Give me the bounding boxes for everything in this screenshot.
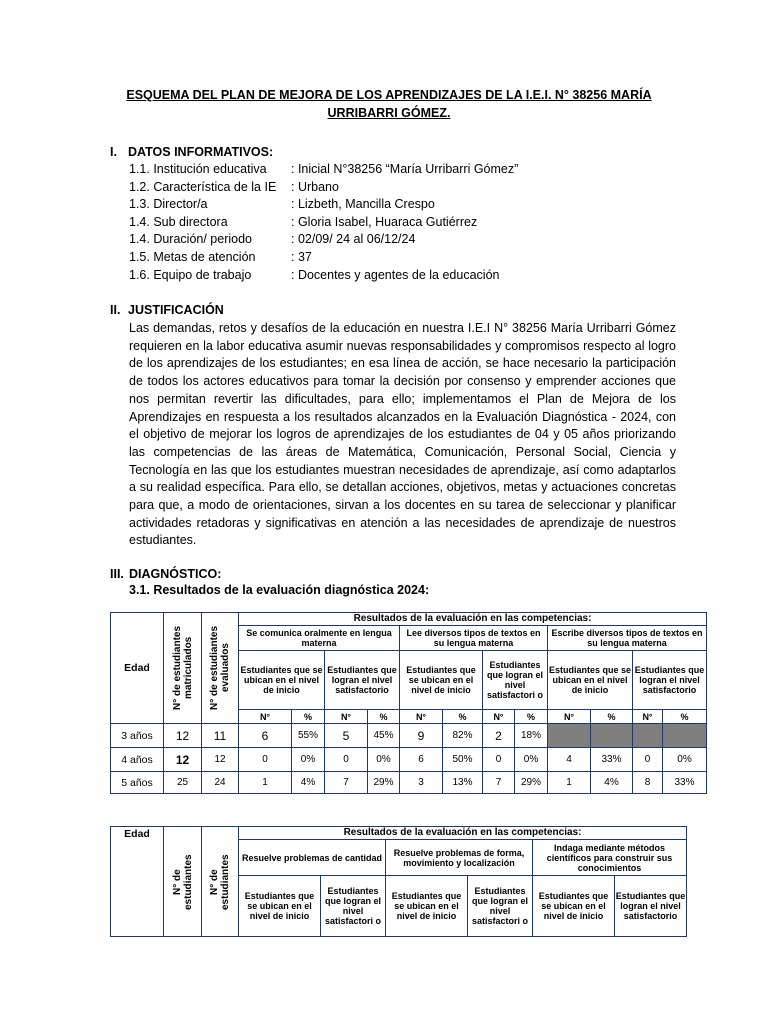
percent-header: % [368, 710, 400, 724]
age-header: Edad [111, 827, 164, 937]
enrolled-header-text: N° de estudiantes matriculados [171, 625, 194, 711]
info-row [129, 179, 518, 197]
value-cell: 2 [483, 724, 515, 748]
info-value: : Inicial N°38256 “María Urribarri Gómez” [291, 162, 519, 176]
value-cell: 55% [292, 724, 325, 748]
shaded-cell [548, 724, 591, 748]
info-row [129, 196, 518, 214]
table-row [111, 724, 707, 748]
level-inicio-header: Estudiantes que se ubican en el nivel de inicio [400, 651, 483, 710]
info-label: 1.5. Metas de atención [129, 249, 256, 264]
percent-header: % [591, 710, 633, 724]
students-header-text: N° de estudiantes [209, 853, 231, 910]
justification-paragraph: Las demandas, retos y desafíos de la educación en nuestra I.E.I N° 38256 María Urribarri Gómez requieren en la labor educativa asumir nuevas responsabilidades y compromisos respecto al logro de los aprendizajes de los estudiantes; en esa línea de acción, se hace necesario la participación de todos los actores educativos para tomar la decisión por consenso y emprender acciones que nos permitan revertir las dificultades, para ello; implementamos el Plan de Mejora de los Aprendizajes en respuesta a los resultados alcanzados en la Evaluación Diagnóstica - 2024, con el objetivo de mejorar los logros de aprendizajes de los estudiantes de 04 y 05 años priorizando las competencias de las áreas de Matemática, Comunicación, Personal Social, Ciencia y Tecnología en las que los estudiantes muestran necesidades de aprendizaje, así como adaptarlos a su realidad específica. Para ello, se detallan acciones, objetivos, metas y actuaciones concretas para que, a modo de orientaciones, sirvan a los docentes en su tarea de seleccionar y planificar actividades retadoras y significativas en atención a las necesidades de aprendizaje de nuestros estudiantes. [129, 321, 676, 548]
shaded-cell [633, 724, 663, 748]
percent-header: % [292, 710, 325, 724]
results-header: Resultados de la evaluación en las competencias: [239, 827, 687, 840]
results-header: Resultados de la evaluación en las competencias: [239, 613, 707, 626]
results-table-communication [110, 612, 707, 794]
info-row [129, 267, 518, 285]
section-1-title: DATOS INFORMATIVOS: [128, 145, 274, 159]
competency-header: Resuelve problemas de cantidad [239, 840, 386, 876]
value-cell: 9 [400, 724, 443, 748]
info-row [129, 214, 518, 232]
students-header-text: N° de estudiantes [171, 853, 194, 910]
value-cell: 45% [368, 724, 400, 748]
info-row [129, 231, 518, 249]
value-cell: 0 [483, 748, 515, 772]
value-cell: 4% [591, 772, 633, 794]
info-label: 1.4. Sub directora [129, 214, 228, 229]
value-cell: 1 [548, 772, 591, 794]
evaluated-cell: 24 [202, 772, 239, 794]
value-cell: 6 [400, 748, 443, 772]
age-cell: 3 años [111, 724, 164, 748]
info-value: : Docentes y agentes de la educación [291, 267, 500, 282]
level-satisf-header: Estudiantes que logran el nivel satisfactorio [633, 651, 707, 710]
level-satisf-header: Estudiantes que logran el nivel satisfactorio [325, 651, 400, 710]
value-cell: 5 [325, 724, 368, 748]
count-header: N° [633, 710, 663, 724]
count-header: N° [548, 710, 591, 724]
value-cell: 33% [591, 748, 633, 772]
value-cell: 0% [515, 748, 548, 772]
shaded-cell [663, 724, 707, 748]
age-cell: 5 años [111, 772, 164, 794]
age-cell: 4 años [111, 748, 164, 772]
value-cell: 29% [368, 772, 400, 794]
section-3-heading [110, 567, 221, 581]
value-cell: 6 [239, 724, 292, 748]
section-3-title: DIAGNÓSTICO: [129, 567, 222, 581]
value-cell: 7 [325, 772, 368, 794]
level-satisf-header: Estudiantes que logran el nivel satisfactori o [468, 876, 533, 937]
evaluated-cell: 12 [202, 748, 239, 772]
level-inicio-header: Estudiantes que se ubican en el nivel de inicio [239, 651, 325, 710]
info-label: 1.4. Duración/ periodo [129, 232, 252, 247]
section-2-title: JUSTIFICACIÓN [128, 303, 224, 317]
info-value: : Gloria Isabel, Huaraca Gutiérrez [291, 214, 478, 229]
percent-header: % [515, 710, 548, 724]
section-1-heading [110, 145, 273, 159]
level-inicio-header: Estudiantes que se ubican en el nivel de inicio [239, 876, 321, 937]
value-cell: 3 [400, 772, 443, 794]
informative-data-list [129, 161, 518, 284]
section-3-subheading: 3.1. Resultados de la evaluación diagnóstica 2024: [129, 583, 430, 597]
value-cell: 50% [443, 748, 483, 772]
info-label: 1.2. Característica de la IE [129, 179, 277, 194]
count-header: N° [400, 710, 443, 724]
value-cell: 18% [515, 724, 548, 748]
value-cell: 1 [239, 772, 292, 794]
info-row [129, 161, 518, 179]
value-cell: 7 [483, 772, 515, 794]
value-cell: 29% [515, 772, 548, 794]
value-cell: 4 [548, 748, 591, 772]
value-cell: 82% [443, 724, 483, 748]
enrolled-header [164, 613, 202, 724]
enrolled-cell: 12 [164, 748, 202, 772]
value-cell: 0 [633, 748, 663, 772]
count-header: N° [483, 710, 515, 724]
value-cell: 33% [663, 772, 707, 794]
competency-header: Escribe diversos tipos de textos en su lengua materna [548, 626, 707, 651]
section-1-number: I. [110, 145, 117, 159]
table-row [111, 772, 707, 794]
value-cell: 0 [325, 748, 368, 772]
section-3-number: III. [110, 567, 124, 581]
level-inicio-header: Estudiantes que se ubican en el nivel de inicio [386, 876, 468, 937]
info-label: 1.3. Director/a [129, 197, 208, 212]
competency-header: Se comunica oralmente en lengua materna [239, 626, 400, 651]
info-label: 1.6. Equipo de trabajo [129, 267, 252, 282]
percent-header: % [663, 710, 707, 724]
info-value: : 02/09/ 24 al 06/12/24 [291, 232, 416, 247]
enrolled-cell: 12 [164, 724, 202, 748]
info-value: : Urbano [291, 179, 339, 194]
info-value: : Lizbeth, Mancilla Crespo [291, 197, 435, 212]
value-cell: 4% [292, 772, 325, 794]
evaluated-header [202, 613, 239, 724]
value-cell: 13% [443, 772, 483, 794]
results-table-math-science [110, 826, 687, 937]
enrolled-cell: 25 [164, 772, 202, 794]
count-header: N° [325, 710, 368, 724]
competency-header: Resuelve problemas de forma, movimiento y localización [386, 840, 533, 876]
evaluated-cell: 11 [202, 724, 239, 748]
value-cell: 0% [368, 748, 400, 772]
students-header [202, 827, 239, 937]
value-cell: 0% [292, 748, 325, 772]
table-row [111, 748, 707, 772]
value-cell: 0 [239, 748, 292, 772]
value-cell: 0% [663, 748, 707, 772]
age-header: Edad [111, 613, 164, 724]
info-row [129, 249, 518, 267]
percent-header: % [443, 710, 483, 724]
value-cell: 8 [633, 772, 663, 794]
section-2-number: II. [110, 303, 121, 317]
level-satisf-header: Estudiantes que logran el nivel satisfactori o [483, 651, 548, 710]
competency-header: Lee diversos tipos de textos en su lengua materna [400, 626, 548, 651]
students-header [164, 827, 202, 937]
info-value: : 37 [291, 249, 312, 264]
level-satisf-header: Estudiantes que logran el nivel satisfactori o [321, 876, 386, 937]
competency-header: Indaga mediante métodos científicos para construir sus conocimientos [533, 840, 687, 876]
level-inicio-header: Estudiantes que se ubican en el nivel de inicio [533, 876, 615, 937]
evaluated-header-text: N° de estudiantes evaluados [209, 625, 231, 711]
level-satisf-header: Estudiantes que logran el nivel satisfactorio [615, 876, 687, 937]
shaded-cell [591, 724, 633, 748]
level-inicio-header: Estudiantes que se ubican en el nivel de inicio [548, 651, 633, 710]
count-header: N° [239, 710, 292, 724]
section-2-heading [110, 303, 224, 317]
document-title: ESQUEMA DEL PLAN DE MEJORA DE LOS APRENDIZAJES DE LA I.E.I. N° 38256 MARÍA URRIBARRI GÓMEZ. [126, 88, 652, 120]
info-label: 1.1. Institución educativa [129, 162, 267, 176]
